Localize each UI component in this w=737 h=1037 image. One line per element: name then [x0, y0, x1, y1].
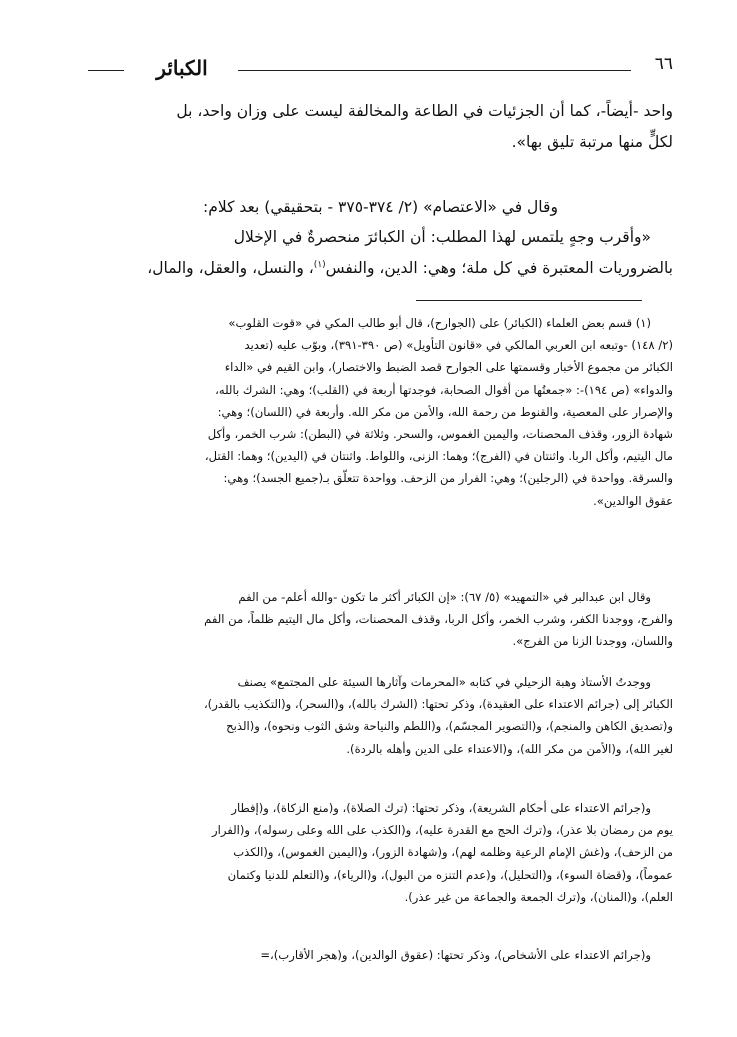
footnote-line: والفرج، ووجدنا الكفر، وشرب الخمر، وأكل الربا، وقذف المحصنات، وأكل مال اليتيم ظلماً، من الفم [204, 612, 673, 627]
body-line: لكلٍّ منها مرتبة تليق بها». [511, 132, 673, 151]
footnote-line: العلم)، و(المنان)، و(ترك الجمعة والجماعة من غير عذر). [404, 889, 673, 904]
footnote-line: يوم من رمضان بلا عذر)، و(ترك الحج مع القدرة عليه)، و(الكذب على الله وعلى رسوله)، و(الفرار [212, 823, 673, 838]
footnote-separator [416, 300, 642, 301]
footnote-line: الكبائر من مجموع الأخبار وقسمتها على الجوارح قصد الضبط والاختصار)، وابن القيم في «الداء [224, 360, 673, 375]
footnote-line: والدواء» (ص ١٩٤)-: «جمعتُها من أقوال الصحابة، فوجدتها أربعة في (القلب)؛ وهي: الشرك بالله، [215, 382, 673, 397]
footnote-line: وقال ابن عبدالبر في «التمهيد» (٥/ ٦٧): «إن الكبائر أكثر ما تكون -والله أعلم- من الفم [238, 590, 651, 604]
footnote-1-ibn-abdulbarr [88, 586, 673, 653]
footnote-line: (٢/ ١٤٨) -وتبعه ابن العربي المالكي في «قانون التأويل» (ص ٣٩٠-٣٩١)، وبوّب عليه (تعديد [244, 338, 673, 353]
page-number: ٦٦ [654, 54, 673, 74]
main-text-quote [88, 222, 673, 283]
footnote-line: واللسان، ووجدنا الزنا من الفرج». [512, 634, 673, 649]
body-line: واحد -أيضاً-، كما أن الجزئيات في الطاعة والمخالفة ليست على وزان واحد، بل [176, 102, 673, 120]
body-line: «وأقرب وجهٍ يلتمس لهذا المطلب: أن الكبائرَ منحصرةٌ في الإخلال [233, 228, 651, 246]
footnote-line: (١) قسم بعض العلماء (الكبائر) على (الجوارح)، قال أبو طالب المكي في «قوت القلوب» [228, 316, 651, 330]
footnote-line: شهادة الزور، وقذف المحصنات، واليمين الغموس، والسحر. وثلاثة في (البطن): شرب الخمر، وأكل [207, 427, 673, 442]
header-rule-short [88, 70, 124, 71]
body-text-segment: ، والنسل، والعقل، والمال، [147, 258, 314, 277]
header-rule [238, 70, 631, 71]
body-line: وقال في «الاعتصام» (٢/ ٣٧٤-٣٧٥ - بتحقيقي) بعد كلام: [203, 198, 558, 216]
footnote-line: عموماً)، و(قضاة السوء)، و(التحليل)، و(عدم التنزه من البول)، و(الرياء)، و(التعلم للدنيا وكتمان [227, 867, 673, 882]
footnote-1-persons-crimes [88, 944, 673, 966]
footnote-reference[interactable]: (١) [313, 259, 326, 270]
footnote-line: لغير الله)، و(الأمن من مكر الله)، و(الاعتداء على الدين وأهله بالردة). [346, 741, 673, 756]
page-header [88, 56, 673, 84]
footnote-line: و(تصديق الكاهن والمنجم)، و(التصوير المجسّم)، و(اللطم والنياحة وشق الثوب ونحوه)، و(الذبح [226, 719, 673, 734]
footnote-line: مال اليتيم، وأكل الربا. واثنتان في (الفرج)؛ وهما: الزنى، واللواط. واثنتان في (اليدين)؛ وهما: القتل، [204, 449, 673, 464]
footnote-line: و(جرائم الاعتداء على الأشخاص)، وذكر تحتها: (عقوق الوالدين)، و(هجر الأقارب)،= [260, 948, 651, 962]
running-title: الكبائر [156, 56, 208, 80]
footnote-line: و(جرائم الاعتداء على أحكام الشريعة)، وذكر تحتها: (ترك الصلاة)، و(منع الزكاة)، و(إفطار [231, 801, 651, 815]
footnote-line: الكبائر إلى (جرائم الاعتداء على العقيدة)، وذكر تحتها: (الشرك بالله)، و(السحر)، و(التكذيب بالقدر)، [203, 697, 673, 712]
footnote-1 [88, 312, 673, 512]
footnote-line: من الزحف)، و(غش الإمام الرعية وظلمه لهم)، و(شهادة الزور)، و(اليمين الغموس)، و(الكذب [233, 845, 673, 860]
footnote-line: والإصرار على المعصية، والقنوط من رحمة الله، والأمن من مكر الله. وأربعة في (اللسان)؛ وهي: [217, 404, 673, 419]
footnote-line: والسرقة. وواحدة في (الرجلين)؛ وهي: الفرار من الزحف. وواحدة تتعلّق بـ(جميع الجسد)؛ وهي: [223, 471, 673, 486]
body-text-segment: بالضروريات المعتبرة في كل ملة؛ وهي: الدين، والنفس [325, 258, 673, 277]
footnote-line: عقوق الوالدين». [593, 493, 673, 508]
main-text-quote-intro [88, 192, 673, 223]
body-line [88, 253, 673, 284]
main-text [88, 96, 673, 157]
footnote-line: ووجدتُ الأستاذ وهبة الزحيلي في كتابه «المحرمات وآثارها السيئة على المجتمع» يصنف [237, 675, 651, 689]
footnote-1-zuhayli [88, 671, 673, 760]
footnote-1-sharia-crimes [88, 797, 673, 908]
